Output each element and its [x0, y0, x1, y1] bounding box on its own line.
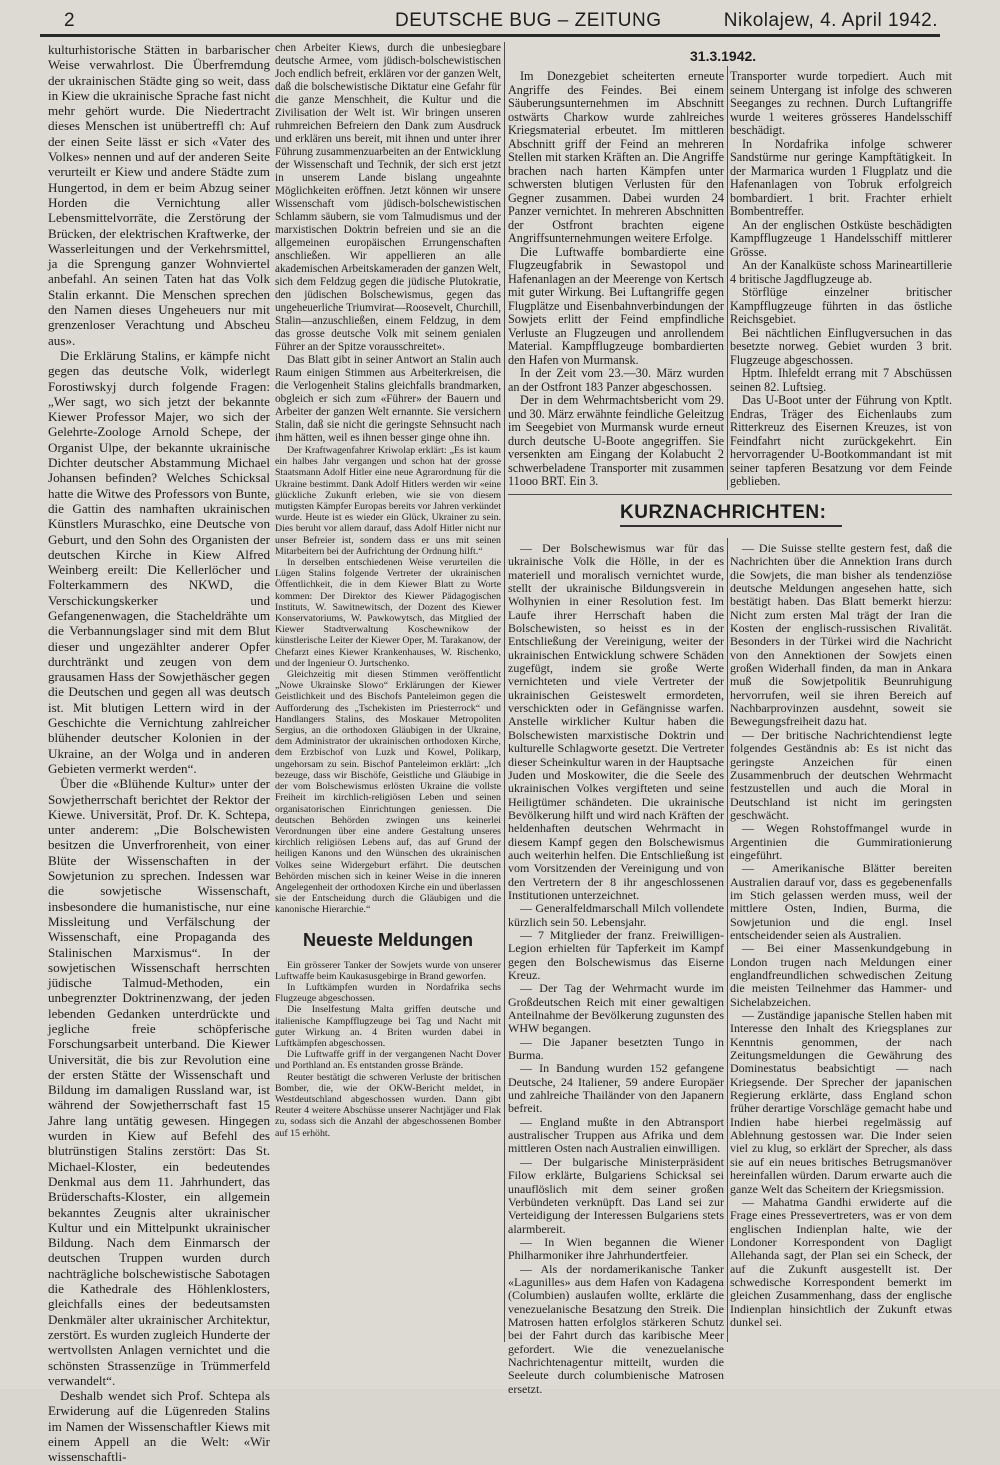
article-paragraph: Deshalb wendet sich Prof. Schtepa als Erwiderung auf die Lügenreden Stalins im Namen der Wissenschaftler Kiews mit einem Appell an die Welt: «Wir wissenschaftli-: [48, 1388, 270, 1465]
report-paragraph: An der Kanalküste schoss Marineartillerie 4 britische Jagdflugzeuge ab.: [730, 258, 952, 286]
article-paragraph: Das Blatt gibt in seiner Antwort an Stalin auch Raum einigen Stimmen aus Arbeiterkreisen, die die Verlogenheit Stalins gleichfalls brandmarken, obgleich er sich zum «Führer» der Bauern und Arbeiter der ganzen Welt ernannte. Sie versichern Stalin, daß sie nicht die geringste Sehnsucht nach ihm hätten, weil es ihnen besser ginge ohne ihn.: [275, 354, 501, 444]
article-column-1: [48, 42, 270, 1465]
kurznachrichten-column-5: [508, 541, 724, 1396]
news-item: — Die Japaner besetzten Tungo in Burma.: [508, 1034, 724, 1063]
news-item: — Bei einer Massenkundgebung in London trugen nach Meldungen einer englandfreundlichen schwedischen Zeitung die meisten Teilnehmer das Hammer- und Sichelabzeichen.: [730, 941, 952, 1009]
news-item: Reuter bestätigt die schweren Verluste der britischen Bomber, die, wie der OKW-Bericht meldet, in Westdeutschland abgeschossen wurden. Dann gibt Reuter 4 weitere Abschüsse unserer Nachtjäger und Flak zu, sodass sich die Anzahl der abgeschossenen Bomber auf 15 erhöht.: [275, 1071, 501, 1139]
news-item: Ein grösserer Tanker der Sowjets wurde von unserer Luftwaffe beim Kaukasusgebirge in Brand geworfen.: [275, 959, 501, 982]
report-paragraph: Transporter wurde torpediert. Auch mit seinem Untergang ist infolge des schweren Seeganges zu rechnen. Durch Luftangriffe wurde 1 weiteres grösseres Handelsschiff beschädigt.: [730, 69, 952, 137]
news-item: — Der Tag der Wehrmacht wurde im Großdeutschen Reich mit einer gewaltigen Anteilnahme der Bevölkerung zugunsten des WHW begangen.: [508, 981, 724, 1036]
report-paragraph: Hptm. Ihlefeldt errang mit 7 Abschüssen seinen 82. Luftsieg.: [730, 366, 952, 394]
article-paragraph: kulturhistorische Stätten in barbarischer Weise verwahrlost. Die Überfremdung der ukrainischen Städte ging so weit, dass in Kiew die ukrainische Sprache fast nicht mehr gehört wurde. Die Niedertracht dieses Menschen ist unübertreffl ch: Auf der einen Seite lässt er sich «Vater des Volkes» nennen und auf der anderen Seite verurteilt er Kiew und andere Städte zum Hungertod, in dem er beim Abzug seiner Horden die Vernichtung aller Lebensmittelvorräte, die Zerstörung der Brücken, der elektrischen Kraftwerke, der Wasserleitungen und der Verkehrsmittel, ja die Sprengung ganzer Wohnviertel anbefahl. An seinen Taten hat das Volk Stalin erkannt. Die Menschen sprechen den Namen dieses Ungeheuers nur mit grenzenloser Verachtung und Abscheu aus».: [48, 42, 270, 348]
place-date: Nikolajew, 4. April 1942.: [723, 10, 938, 31]
news-item: — In Wien begannen die Wiener Philharmoniker ihre Jahrhundertfeier.: [508, 1234, 724, 1263]
article-paragraph: Gleichzeitig mit diesen Stimmen veröffentlicht „Nowe Ukrainske Slowo“ Erklärungen der Kiewer Geistlichkeit und des Bischofs Panteleimon gegen die Aufforderung des „Tschekisten im Priesterrock“ und Handlangers Stalins, des Moskauer Metropoliten Sergius, an die orthodoxen Gläubigen in der Ukraine, dem Administrator der ukrainischen orthodoxen Kirche, dem Erzbischof von Luzk und Kowel, Polikarp, ungehorsam zu sein. Bischof Panteleimon erklärt: „Ich bezeuge, dass wir Bischöfe, Geistliche und Gläubige in der vom Bolschewismus erlösten Ukraine die vollste Freiheit im kirchlich-religiösen Leben und seinen organisatorischen Einrichtungen geniessen. Die deutschen Behörden zwingen uns keinerlei Verordnungen über eine andere Gestaltung unseres kirchlich religiösen Lebens auf, das auf Grund der heiligen Kanons und den Wünschen des ukrainischen Volkes seine Widergeburt erfährt. Die deutschen Behörden mischen sich in keiner Weise in die inneren Angelegenheit der orthodoxen Kirche ein und überlassen sie der Entscheidung durch die Gläubigen und die kanonische Hierarchie.“: [275, 669, 501, 916]
article-paragraph: chen Arbeiter Kiews, durch die unbesiegbare deutsche Armee, vom jüdisch-bolschewistischen Joch endlich befreit, erklären vor der ganzen Welt, daß die bolschewistische Diktatur eine Gefahr für die ganze Menschheit, die Kultur und die Zivilisation der Welt ist. Wir bringen unseren ruhmreichen Befreiern den Dank zum Ausdruck und erklären uns bereit, mit ihnen und unter ihrer Führung zusammenzuarbeiten an der Entwicklung der Wissenschaft und Technik, der sich erst jetzt in unserem Lande bislang ungeahnte Möglichkeiten eröffnen. Jetzt können wir unsere Wissenschaft vom jüdisch-bolschewistischen Schlamm säubern, sie vom Talmudismus und der marxistischen Doktrin befreien und sie an die allgemeinen europäischen Errungenschaften anschließen. Wir appellieren an alle akademischen Arbeitskameraden der ganzen Welt, sich dem Feldzug gegen die jüdische Plutokratie, den jüdischen Bolschewismus, gegen das ungeheuerliche Triumvirat—Roosevelt, Churchill, Stalin—anzuschließen, einem Feldzug, in dem das grosse deutsche Volk mit seinem genialen Führer an der Spitze vorausschreitet».: [275, 42, 501, 353]
news-item: Die Inselfestung Malta griffen deutsche und italienische Kampfflugzeuge bei Tag und Nacht mit guter Wirkung an. 4 Briten wurden dabei in Luftkämpfen abgeschossen.: [275, 1004, 501, 1049]
report-paragraph: Störflüge einzelner britischer Kampfflugzeuge führten in das östliche Reichsgebiet.: [730, 285, 952, 326]
report-date-heading: 31.3.1942.: [690, 48, 757, 64]
report-paragraph: Im Donezgebiet scheiterten erneute Angriffe des Feindes. Bei einem Säuberungsunternehmen im Abschnitt ostwärts Charkow wurde zahlreiches Kriegsmaterial erbeutet. Im mittleren Abschnitt griff der Feind an mehreren Stellen mit starken Kräften an. Die Angriffe brachen nach harten Kämpfen unter schwersten blutigen Verlusten für den Gegner zusammen. Dabei wurden 24 Panzer vernichtet. In mehreren Abschnitten der Ostfront brachten eigene Angriffsunternehmungen weitere Erfolge.: [508, 69, 724, 245]
news-item: — Der bulgarische Ministerpräsident Filow erklärte, Bulgariens Schicksal sei unauflöslich mit dem seiner großen Verbündeten verknüpft. Das Land sei zur Verteidigung der Interessen Bulgariens stets alarmbereit.: [508, 1154, 724, 1236]
report-paragraph: Das U-Boot unter der Führung von Kptlt. Endras, Träger des Eichenlaubs zum Ritterkreuz des Eisernen Kreuzes, ist von Feindfahrt nicht zurückgekehrt. Ein hervorragender U-Bootkommandant ist mit seiner tapferen Besatzung vor dem Feinde geblieben.: [730, 393, 952, 488]
column-divider: [727, 66, 728, 490]
article-paragraph: In derselben entschiedenen Weise verurteilen die Lügen Stalins folgende Vertreter der ukrainischen Öffentlichkeit, die in dem Kiewer Blatt zu Worte kommen: Der Direktor des Kiewer Pädagogischen Instituts, W. Sawitnewitsch, der Dozent des Kiewer Konservatoriums, W. Pawkowytsch, das Mitglied der Kiewer Stadtverwaltung Koschewnikow der künstlerische Leiter der Kiewer Oper, M. Tarakanow, der Chefarzt eines Kiewer Krankenhauses, W. Rischenko, und der Ingenieur O. Jurtschenko.: [275, 557, 501, 669]
report-paragraph: Der in dem Wehrmachtsbericht vom 29. und 30. März erwähnte feindliche Geleitzug im Seegebiet von Murmansk wurde erneut durch deutsche U-Boote angegriffen. Sie versenkten am Eingang der Kolabucht 2 schwerbeladene Transporter mit zusammen 11ooo BRT. Ein 3.: [508, 393, 724, 488]
news-item: — In Bandung wurden 152 gefangene Deutsche, 24 Italiener, 59 andere Europäer und zahlreiche Thailänder von den Japanern befreit.: [508, 1061, 724, 1116]
news-item: — Zuständige japanische Stellen haben mit Interesse den Inhalt des Kriegsplanes zur Kenntnis genommen, der nach Zeitungsmeldungen die Gewährung des Dominestatus beabsichtigt — nach Kriegsende. Der Sprecher der japanischen Regierung erklärte, dass England schon früher derartige Vorschläge gemacht habe und Indien habe hierbei regelmässig auf Ablehnung gestossen war. Die Inder seien viel zu klug, so erklärt der Sprecher, als dass sie auf ein neues britisches Betrugsmanöver hereinfallen würden. Darum erwarte auch die ganze Welt das Scheitern der Kriegsmission.: [730, 1008, 952, 1196]
news-item: — Generalfeldmarschall Milch vollendete kürzlich sein 50. Lebensjahr.: [508, 901, 724, 929]
report-column-3: [508, 70, 724, 490]
column-divider: [727, 538, 728, 1342]
kurznachrichten-column-6: [730, 542, 952, 1342]
news-item: — England mußte in den Abtransport australischer Truppen aus Afrika und dem mittleren Osten nach Australien einwilligen.: [508, 1114, 724, 1156]
news-item: — Wegen Rohstoffmangel wurde in Argentinien die Gummirationierung eingeführt.: [730, 821, 952, 862]
article-paragraph: Die Erklärung Stalins, er kämpfe nicht gegen das deutsche Volk, widerlegt Forostiwskyj durch folgende Fragen: „Wer sagt, wo sich jetzt der bekannte Kiewer Professor Majer, wo sich der Gelehrte-Zoologe Arnold Schepe, der Organist Ulpe, der bekannte ukrainische Dichter deutscher Abstammung Michael Johansen befinden? Welches Schicksal hatte die Witwe des Professors von Bunte, die Gattin des namhaften ukrainischen Künstlers Muraschko, eine Deutsche von Geburt, und den Sohn des Organisten der deutschen Kirche in Kiew Alfred Weinberg ereilt: Die Kellerlöcher und Folterkammern des NKWD, die Verschickungskerker und Gefangenenwagen, die Stacheldrähte um die Verbannungslager sind mit dem Blut dieser und ungezählter anderer Opfer durchtränkt und zeugen von dem grausamen Hass der Sowjethäscher gegen die Deutschen und gegen all was deutsch ist. Mit blutigen Lettern wird in der Geschichte die Vernichtung zahlreicher blühender deutscher Kolonien in der Ukraine, an der Wolga und in anderen Gebieten vermerkt werden“.: [48, 347, 270, 776]
news-item: — Der britische Nachrichtendienst legte folgendes Geständnis ab: Es ist nicht das geringste Anzeichen für einen Zusammenbruch der deutschen Wehrmacht festzustellen und auch die Moral in Deutschland ist nicht im geringsten geschwächt.: [730, 727, 952, 822]
heading-underline: [620, 525, 842, 527]
neueste-meldungen-heading: Neueste Meldungen: [302, 929, 474, 950]
report-paragraph: Die Luftwaffe bombardierte eine Flugzeugfabrik in Sewastopol und Hafenanlagen an der Meerenge von Kertsch mit guter Wirkung. Bei Luftangriffe gegen Flugplätze und Eisenbahnverbindungen der Sowjets erlitt der Feind empfindliche Verluste an Flugzeugen und anrollendem Material. Kampfflugzeuge bombardierten den Hafen von Murmansk.: [508, 244, 724, 367]
news-item: — Mahatma Gandhi erwiderte auf die Frage eines Pressevertreters, was er von dem englischen Indienplan halte, wie der Londoner Korrespondent von Dagligt Allehanda sagt, der Plan sei ein Scheck, der auf die Zukunft ausgestellt ist. Der schwedische Korrespondent bemerkt im gleichen Zusammenhang, dass der englische Indienplan hinsichtlich der Zukunft etwas dunkel sei.: [730, 1194, 952, 1329]
newspaper-name: DEUTSCHE BUG – ZEITUNG: [395, 10, 662, 31]
news-item: — Der Bolschewismus war für das ukrainische Volk die Hölle, in der es materiell und moralisch vernichtet wurde, stellt der ukrainische Bildungsverein in Wolhynien in einer Resolution fest. Im Laufe ihrer Herrschaft haben die Bolschewisten, so heisst es in der Entschließung der Vereinigung, weiter der ukrainischen Entwicklung schwere Schäden zugefügt, indem sie große Werte vernichteten und viele Vertreter der ukrainischen Geisteswelt ermordeten, verschickten oder in Gefängnisse warfen. Anstelle wirklicher Kultur haben die Bolschewisten marxistische Doktrin und kulturelle Schlagworte gesetzt. Die Vertreter dieser Scheinkultur waren in der Hauptsache Juden und Moskowiter, die die Seele des ukrainischen Volkes vergifteten und seine Heiligtümer schändeten. Die ukrainische Bevölkerung hilft und wird nach Kräften der heldenhaften deutschen Wehrmacht in diesem Kampf gegen den Bolschewismus auch weiterhin helfen. Die Entschließung ist vom Vorsitzenden der Vereinigung und von den Vertretern der 8 ihr angeschlossenen Institutionen unterzeichnet.: [508, 541, 724, 902]
report-paragraph: In Nordafrika infolge schwerer Sandstürme nur geringe Kampftätigkeit. In der Marmarica wurden 1 Flugplatz und die Hafenanlagen von Tobruk erfolgreich bombardiert. 1 brit. Frachter erhielt Bombentreffer.: [730, 136, 952, 218]
article-paragraph: Über die «Blühende Kultur» unter der Sowjetherrschaft berichtet der Rektor der Kiewe. Universität, Prof. Dr. K. Schtepa, unter anderem: „Die Bolschewisten besitzen die Unverfrorenheit, von einer Blüte der Wissenschaften in der Sowjetunion zu sprechen. Indessen war die sowjetische Wissenschaft, insbesondere die humanistische, nur eine Missleitung und Verfälschung der Wissenschaft, eine Propaganda des Stalinischen Marxismus“. In der sowjetischen Wissenschaft herrschten jüdische Talmud-Methoden, ein unbegrenzter Doktrinenzwang, der jeden lebenden Gedanken unterdrückte und jegliche freie schöpferische Forschungsarbeit unterband. Die Kiewer Universität, die bis zur Revolution eine der ersten Stätte der Wissenschaft und Bildung im damaligen Russland war, ist während der Sowjetherrschaft fast 15 Jahre lang untätig gewesen. Hingegen wurden in Kiew auf Befehl des blutrünstigen Stalins zerstört: Das St. Michael-Kloster, ein bedeutendes Denkmal aus dem 11. Jahrhundert, das Brüderschafts-Kloster, ein allgemein bekanntes Zeugnis alter ukrainischer Kultur und ein Mittelpunkt ukrainischer Bildung. Nach dem Einmarsch der deutschen Truppen wurden durch nachträgliche bolschewistische Sabotagen die Kathedrale des Höhlenklosters, gleichfalls eines der bedeutsamsten Denkmäler alter ukrainischer Architektur, zerstört. Es wurden zugleich Hunderte der wertvollsten Anlagen vernichtet und die schönsten Strassenzüge in Trümmerfeld verwandelt“.: [48, 776, 270, 1388]
report-column-4: [730, 70, 952, 490]
news-item: Die Luftwaffe griff in der vergangenen Nacht Dover und Porthland an. Es entstanden grosse Brände.: [275, 1049, 501, 1072]
report-paragraph: In der Zeit vom 23.—30. März wurden an der Ostfront 183 Panzer abgeschossen.: [508, 366, 724, 394]
news-item: — Als der nordamerikanische Tanker «Lagunilles» aus dem Hafen von Kadagena (Columbien) auslaufen wollte, erklärte die venezuelanische Besatzung den Streik. Die Matrosen hatten erfolglos stärkeren Schutz bei der Fahrt durch das karibische Meer gefordert. Wie die venezuelanische Nachrichtenagentur mitteilt, wurden die Seeleute durch columbienische Matrosen ersetzt.: [508, 1261, 724, 1396]
article-paragraph: Der Kraftwagenfahrer Kriwolap erklärt: „Es ist kaum ein halbes Jahr vergangen und schon hat der grosse Staatsmann Adolf Hitler eine neue Agrarordnung für die Ukraine bestimmt. Dank Adolf Hitlers werden wir «eine glückliche Zukunft erleben, wie sie von diesem mutigsten Kämpfer Europas bereits vor Jahren verkündet wurde. Heute ist es wieder ein Glück, Ukrainer zu sein. Dies beruht vor allem darauf, dass Adolf Hitler nicht nur unser Befreier ist, sondern dass er uns mit seinen Mitarbeitern bei der Aufrichtung der Ordnung hilft.“: [275, 445, 501, 557]
news-item: — Die Suisse stellte gestern fest, daß die Nachrichten über die Annektion Irans durch die Sowjets, die man bisher als tendenziöse deutsche Meldungen angesehen hatte, sich bestätigt haben. Das Blatt bemerkt hierzu: Nicht zum ersten Mal trägt der Iran die Kosten der englisch-russischen Rivalität. Besonders in der Türkei wird die Nachricht von den Annektionen der Sowjets einen großen Widerhall finden, da man in Ankara muß die Sowjetpolitik Beunruhigung hervorrufen, weil sie ihren Bereich auf Nachbarprovinzen ausdehnt, soweit sie Bewegungsfreiheit dazu hat.: [730, 541, 952, 729]
news-item: — 7 Mitglieder der franz. Freiwilligen-Legion erhielten für Tapferkeit im Kampf gegen den Bolschewismus das Eiserne Kreuz.: [508, 927, 724, 982]
news-item: In Luftkämpfen wurden in Nordafrika sechs Flugzeuge abgeschossen.: [275, 981, 501, 1005]
page-number: 2: [64, 10, 76, 31]
report-paragraph: Bei nächtlichen Einflugversuchen in das besetzte norweg. Gebiet wurden 3 brit. Flugzeuge abgeschossen.: [730, 325, 952, 367]
report-paragraph: An der englischen Ostküste beschädigten Kampfflugzeuge 1 Handelsschiff mittlerer Grösse.: [730, 217, 952, 259]
kurznachrichten-heading: KURZNACHRICHTEN:: [620, 502, 827, 523]
column-divider: [504, 42, 505, 1342]
article-column-2: [275, 42, 501, 1342]
news-item: — Amerikanische Blätter bereiten Australien darauf vor, dass es gegebenenfalls im Stich gelassen werden muss, weil der mittlere Osten, Indien, Burma, die Sowjetunion und die engl. Insel entscheidender seien als Australien.: [730, 861, 952, 942]
masthead: [40, 8, 940, 37]
section-divider: [508, 494, 952, 495]
